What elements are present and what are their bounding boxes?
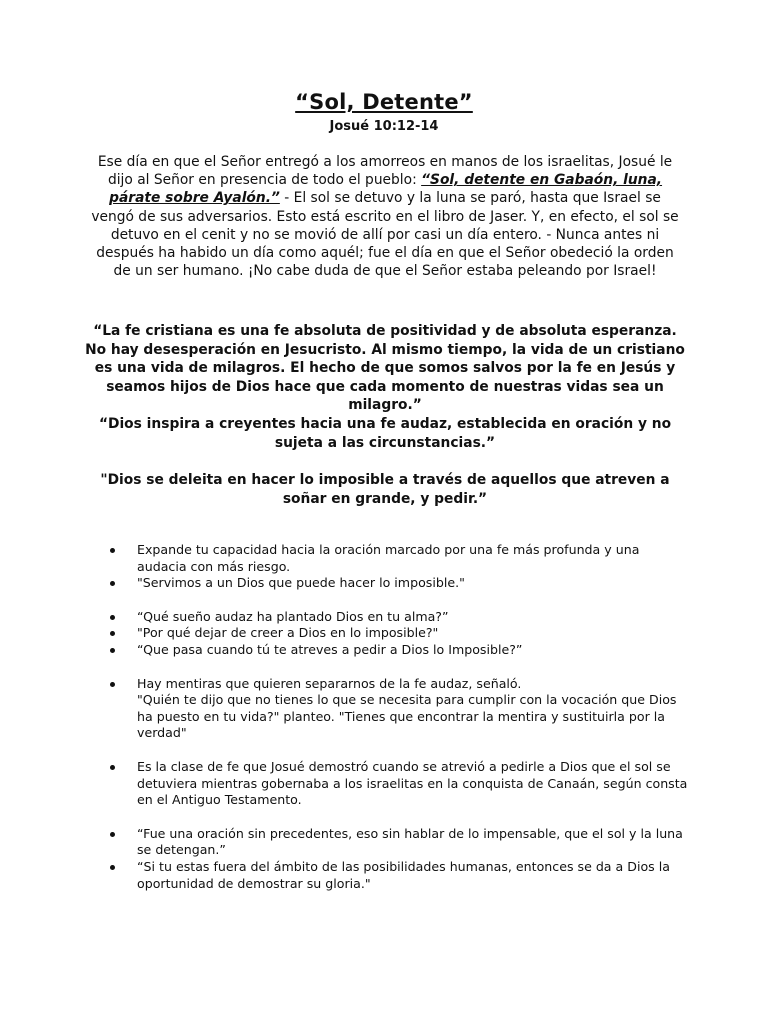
- list-item-continuation: "Quién te dijo que no tienes lo que se necesita para cumplir con la vocación que Dios ha puesto en tu vida?" planteo. "Tienes que encontrar la mentira y sustituirla por la verdad": [137, 692, 677, 741]
- list-item: [110, 625, 690, 642]
- list-item: [110, 542, 690, 575]
- bullet-icon: [110, 581, 115, 586]
- list-item-text: Es la clase de fe que Josué demostró cuando se atrevió a pedirle a Dios que el sol se detuviera mientras gobernaba a los israelitas en la conquista de Canaán, según consta en el Antiguo Testamento.: [137, 758, 688, 808]
- intro-text-after: - El sol se detuvo y la luna se paró, hasta que Israel se vengó de sus adversarios. Esto está escrito en el libro de Jaser. Y, en efecto, el sol se detuvo en el cenit y no se movió de allí por casi un día entero. - Nunca antes ni después ha habido un día como aquél; fue el día en que el Señor obedeció la orden de un ser humano. ¡No cabe duda de que el Señor estaba peleando por Israel!: [91, 190, 679, 280]
- bullet-icon: [110, 631, 115, 636]
- list-item-text: “Si tu estas fuera del ámbito de las posibilidades humanas, entonces se da a Dios la oportunidad de demostrar su gloria.": [137, 858, 670, 891]
- bold-quote-3: "Dios se deleita en hacer lo imposible a través de aquellos que atreven a soñar en grande, y pedir.”: [100, 472, 670, 507]
- bullet-list: [110, 542, 690, 909]
- list-item-text: “Fue una oración sin precedentes, eso sin hablar de lo impensable, que el sol y la luna se detengan.”: [137, 825, 683, 858]
- list-item: [110, 609, 690, 626]
- bullet-group: [110, 676, 690, 742]
- bullet-group: [110, 826, 690, 892]
- list-item-text: Hay mentiras que quieren separarnos de la fe audaz, señaló.: [137, 675, 522, 691]
- bullet-group: [110, 542, 690, 592]
- list-item-text: “Qué sueño audaz ha plantado Dios en tu alma?”: [137, 608, 449, 624]
- bullet-group: [110, 759, 690, 809]
- bold-quote-1: “La fe cristiana es una fe absoluta de positividad y de absoluta esperanza. No hay desesperación en Jesucristo. Al mismo tiempo, la vida de un cristiano es una vida de milagros. El hecho de que somos salvos por la fe en Jesús y seamos hijos de Dios hace que cada momento de nuestras vidas sea un milagro.”: [85, 323, 685, 414]
- bullet-icon: [110, 548, 115, 553]
- list-item: [110, 575, 690, 592]
- list-item-text: “Que pasa cuando tú te atreves a pedir a Dios lo Imposible?”: [137, 641, 523, 657]
- page-title: “Sol, Detente”: [295, 90, 473, 114]
- bullet-icon: [110, 682, 115, 687]
- list-item: [110, 642, 690, 659]
- bullet-group: [110, 609, 690, 659]
- scripture-reference: Josué 10:12-14: [329, 119, 439, 134]
- list-item-text: "Servimos a un Dios que puede hacer lo imposible.": [137, 575, 465, 591]
- intro-paragraph: [86, 153, 684, 280]
- list-item: [110, 676, 690, 742]
- list-item-text: "Por qué dejar de creer a Dios en lo imposible?": [137, 625, 439, 641]
- intro-text-before: Ese día en que el Señor entregó a los amorreos en manos de los israelitas, Josué le dijo al Señor en presencia de todo el pueblo:: [97, 154, 673, 189]
- list-item-text: Expande tu capacidad hacia la oración marcado por una fe más profunda y una audacia con más riesgo.: [137, 542, 640, 574]
- bullet-icon: [110, 615, 115, 620]
- list-item: [110, 826, 690, 859]
- bullet-icon: [110, 648, 115, 653]
- bullet-icon: [110, 865, 115, 870]
- bold-quote-2: “Dios inspira a creyentes hacia una fe audaz, establecida en oración y no sujeta a las circunstancias.”: [98, 416, 672, 451]
- bullet-icon: [110, 765, 115, 770]
- bullet-icon: [110, 832, 115, 837]
- list-item: [110, 859, 690, 892]
- list-item: [110, 759, 690, 809]
- intro-quote: “Sol, detente en Gabaón, luna, párate sobre Ayalón.”: [109, 172, 663, 207]
